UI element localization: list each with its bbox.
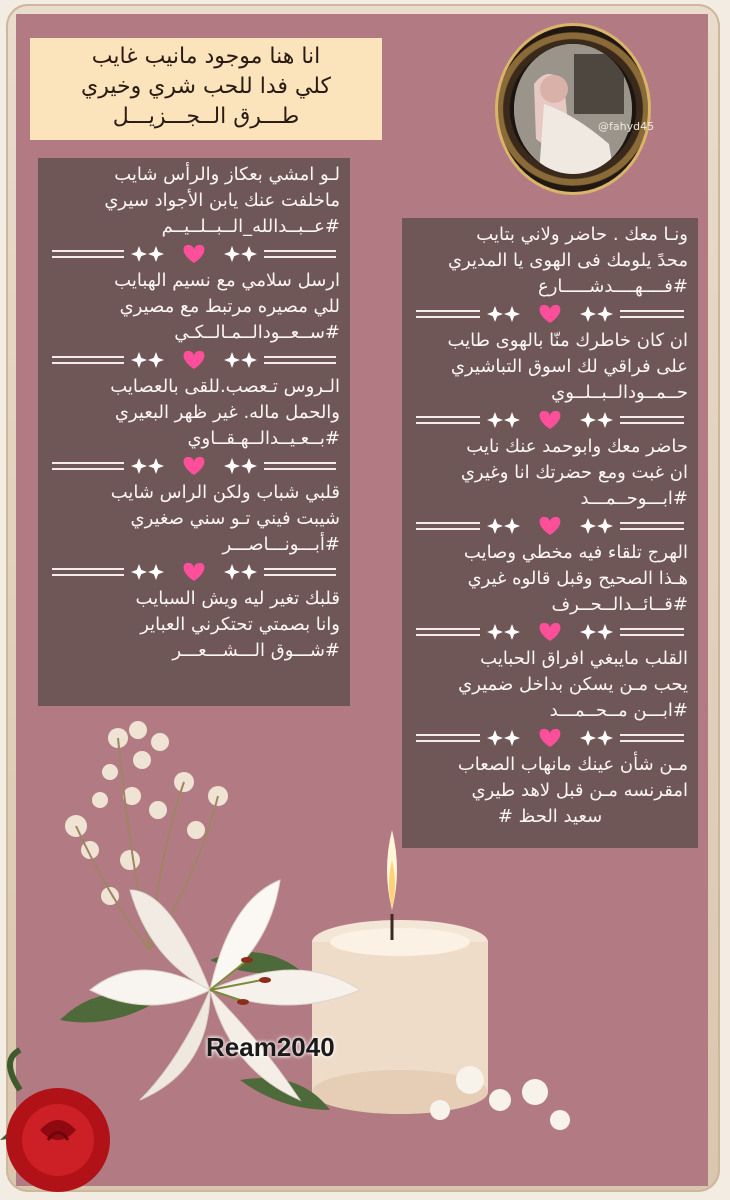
heart-divider-icon	[48, 560, 340, 584]
heart-divider-icon	[412, 302, 688, 326]
watermark-text: Ream2040	[206, 1032, 335, 1062]
sparkle-icon	[131, 246, 147, 262]
sparkle-icon	[131, 458, 147, 474]
sparkle-icon	[148, 352, 164, 368]
heart-divider	[412, 514, 688, 538]
heart-icon	[540, 411, 561, 429]
avatar-handle: @fahyd45	[598, 120, 655, 133]
sparkle-icon	[148, 458, 164, 474]
header-box	[30, 38, 382, 140]
flower-candle-illustration	[0, 700, 730, 1200]
heart-divider-icon	[48, 454, 340, 478]
buds-icon	[65, 721, 228, 905]
left-s2-signature: #ســعــودالــمـالــكـي	[174, 322, 340, 343]
heart-icon	[184, 351, 205, 369]
right-s4-signature: #قــائــدالــحــرف	[551, 594, 688, 615]
heart-icon	[184, 563, 205, 581]
sparkle-icon	[148, 564, 164, 580]
left-s3-line1: الـروس تـعصب.للقى بالعصايب	[110, 376, 340, 397]
left-s3-line2: والحمل ماله. غير ظهر البعيري	[114, 402, 340, 423]
heart-divider	[412, 302, 688, 326]
sparkle-icon	[597, 624, 613, 640]
left-s1-line1: لـو امشي بعكاز والرأس شايب	[114, 164, 340, 185]
right-s4-line2: هـذا الصحيح وقبل قالوه غيري	[467, 568, 688, 589]
heart-divider	[48, 454, 340, 478]
sparkle-icon	[504, 412, 520, 428]
heart-icon	[540, 305, 561, 323]
left-s5-line2: وانا بصمتي تحتكرني العباير	[140, 614, 340, 635]
heart-icon	[184, 457, 205, 475]
right-s6-line2: امقرنسه مـن قبل لاهد طيري	[471, 780, 688, 801]
left-s5-line1: قلبك تغير ليه ويش السبايب	[135, 588, 340, 609]
right-s2-line1: ان كان خاطرك منّا بالهوى طايب	[447, 330, 688, 351]
heart-divider-icon	[48, 348, 340, 372]
sparkle-icon	[241, 246, 257, 262]
left-s1-signature: #عــبــدالله_الــبــلــيــم	[161, 216, 340, 237]
heart-divider-icon	[412, 408, 688, 432]
right-s3-line2: ان غبت ومع حضرتك انا وغيري	[460, 462, 688, 483]
sparkle-icon	[148, 246, 164, 262]
sparkle-icon	[504, 306, 520, 322]
sparkle-icon	[487, 624, 503, 640]
sparkle-icon	[487, 306, 503, 322]
heart-divider-icon	[48, 242, 340, 266]
sparkle-icon	[224, 246, 240, 262]
right-s1-line2: محدً يلومك فى الهوى يا المديري	[447, 250, 688, 271]
header-line-1: انا هنا موجود مانيب غايب	[91, 44, 321, 69]
right-s2-signature: حــمــودالــبــلــوي	[551, 382, 688, 403]
right-s5-line1: القلب مايبغي افراق الحبايب	[480, 648, 688, 669]
heart-divider	[48, 560, 340, 584]
right-s3-line1: حاضر معك وابوحمد عنك نايب	[466, 436, 688, 457]
heart-divider	[412, 620, 688, 644]
left-s2-line1: ارسل سلامي مع نسيم الهبايب	[114, 270, 340, 291]
heart-icon	[540, 517, 561, 535]
heart-icon	[184, 245, 205, 263]
sparkle-icon	[504, 624, 520, 640]
avatar	[514, 44, 632, 174]
right-s2-line2: على فراقي لك اسوق التباشيري	[450, 356, 688, 377]
sparkle-icon	[504, 518, 520, 534]
sparkle-icon	[487, 518, 503, 534]
left-poem-box	[38, 158, 350, 706]
avatar-frame	[498, 26, 648, 192]
sparkle-icon	[487, 412, 503, 428]
right-s6-line1: مـن شأن عينك مانهاب الصعاب	[457, 754, 688, 775]
right-s4-line1: الهرج تلقاء فيه مخطي وصايب	[463, 542, 688, 563]
heart-divider	[48, 242, 340, 266]
sparkle-icon	[580, 518, 596, 534]
sparkle-icon	[597, 412, 613, 428]
sparkle-icon	[597, 306, 613, 322]
sparkle-icon	[241, 564, 257, 580]
heart-divider-icon	[412, 620, 688, 644]
sparkle-icon	[580, 306, 596, 322]
sparkle-icon	[580, 412, 596, 428]
sparkle-icon	[597, 518, 613, 534]
right-s6-signature: سعيد الحظ #	[497, 806, 603, 827]
sparkle-icon	[224, 458, 240, 474]
heart-divider	[412, 408, 688, 432]
header-line-3: طـــرق الــجـــزيـــل	[112, 104, 300, 129]
rose-icon	[0, 1050, 110, 1192]
heart-divider	[48, 348, 340, 372]
header-line-2: كلي فدا للحب شري وخيري	[80, 74, 332, 99]
sparkle-icon	[131, 564, 147, 580]
sparkle-icon	[241, 458, 257, 474]
sparkle-icon	[580, 624, 596, 640]
right-s5-line2: يحب مـن يسكن بداخل ضميري	[458, 674, 688, 695]
left-s3-signature: #بــعـيــدالــهـقــاوي	[187, 428, 340, 449]
left-s4-line1: قلبي شباب ولكن الراس شايب	[110, 482, 340, 503]
left-s2-line2: للي مصيره مرتبط مع مصيري	[119, 296, 340, 317]
heart-icon	[540, 623, 561, 641]
sparkle-icon	[241, 352, 257, 368]
sparkle-icon	[131, 352, 147, 368]
sparkle-icon	[224, 352, 240, 368]
left-s4-line2: شيبت فيني تـو سني صغيري	[130, 508, 340, 529]
left-s5-signature: #شـــوق الـــشـــعـــر	[172, 640, 340, 661]
left-s1-line2: ماخلفت عنك يابن الأجواد سيري	[104, 190, 340, 211]
sparkle-icon	[224, 564, 240, 580]
left-s4-signature: #أبـــونـــاصـــر	[222, 534, 340, 555]
right-s1-line1: ونـا معك . حاضر ولاني بتايب	[476, 224, 688, 245]
right-s3-signature: #ابـــوحــمـــد	[580, 488, 688, 509]
heart-divider-icon	[412, 514, 688, 538]
right-s1-signature: #فــــهــــدشـــــارع	[538, 276, 688, 297]
right-s5-signature: #ابـــن مــحــمـــد	[549, 700, 688, 721]
